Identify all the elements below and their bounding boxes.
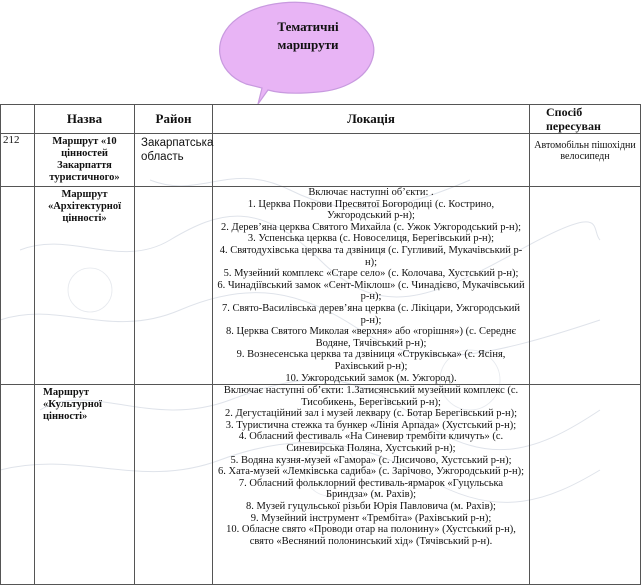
transport-cell [530,134,641,187]
bubble-title-line2: маршрути [277,37,339,52]
transport-cell [530,385,641,585]
route-region [137,187,210,191]
bubble-title-line1: Тематичні [277,19,339,34]
header-bubble [0,0,600,110]
route-transport [532,385,638,391]
header-location: Локація [213,105,530,134]
header-transport: Спосіб пересуван [530,105,641,134]
header-number [1,105,35,134]
route-name-cell [35,385,135,585]
table-row [1,187,641,385]
location-cell [213,385,530,585]
transport-cell [530,187,641,385]
bubble-title [238,18,378,54]
table-row [1,385,641,585]
route-name: Маршрут «10 цінностей Закарпаття туристичного» [49,136,120,183]
routes-table [0,104,641,585]
region-cell [135,134,213,187]
row-number: 212 [1,134,35,187]
table-header-row [1,105,641,134]
row-number [1,385,35,585]
route-region [137,385,210,389]
route-region: Закарпатська область [141,137,214,163]
header-region: Район [135,105,213,134]
region-cell [135,385,213,585]
row-number [1,187,35,385]
location-cell [213,187,530,385]
route-transport [532,187,638,193]
header-name: Назва [35,105,135,134]
location-cell [213,134,530,187]
table-row [1,134,641,187]
route-name-cell [35,187,135,385]
route-transport: Автомобільн пішохідни велосипедн [534,140,636,162]
region-cell [135,187,213,385]
route-location: Включає наступні об’єкти: . 1. Церква Покрови Пресвятої Богородиці (с. Кострино, Ужгородський р-н); 2. Дерев’яна церква Святого Михайла (с. Ужок Ужгородський р-н); 3. Успенська церква (с. Новоселиця, Берегівський р-н); 4. Святодухівська церква та дзвіниця (с. Гугливий, Мукачівський р-н); 5. Музейний комплекс «Старе село» (с. Колочава, Хустський р-н); 6. Чинадіївський замок «Сент-Міклош» (с. Чинадієво, Мукачівський р-н); 7. Свято-Василівська дерев’яна церква (с. Лікіцари, Ужгородський р-н); 8. Церква Святого Миколая «верхня» або «горішня») (с. Середнє Водяне, Тячівський р-н); 9. Вознесенська церква та дзвіниця «Струківська» (с. Ясіня, Рахівський р-н); 10. Ужгородський замок (м. Ужгород). [217,187,525,384]
route-name-cell [35,134,135,187]
route-location: Включає наступні об’єкти: 1.Затисянський музейний комплекс (с. Тисобикень, Берегівський р-н); 2. Дегустаційний зал і музей леквару (с. Ботар Берегівський р-н); 3. Туристична стежка та бункер «Лінія Арпада» (Хустський р-н); 4. Обласний фестиваль «На Синевир трембіти кличуть» (с. Синевирська Поляна, Хустський р-н); 5. Водяна кузня-музей «Гамора» (с. Лисичово, Хустський р-н); 6. Хата-музей «Лемківська садиба» (с. Зарічово, Ужгородський р-н); 7. Обласний фольклорний фестиваль-ярмарок «Гуцульська Бриндза» (м. Рахів); 8. Музей гуцульської різьби Юрія Павловича (м. Рахів); 9. Музейний інструмент «Трембіта» (Рахівський р-н); 10. Обласне свято «Проводи отар на полонину» (Хустський р-н), свято «Весняний полонинський хід» (Тячівський р-н). [218,385,524,547]
route-name: Маршрут «Архітектурної цінності» [47,189,122,224]
route-name: Маршрут «Культурної цінності» [43,387,102,423]
